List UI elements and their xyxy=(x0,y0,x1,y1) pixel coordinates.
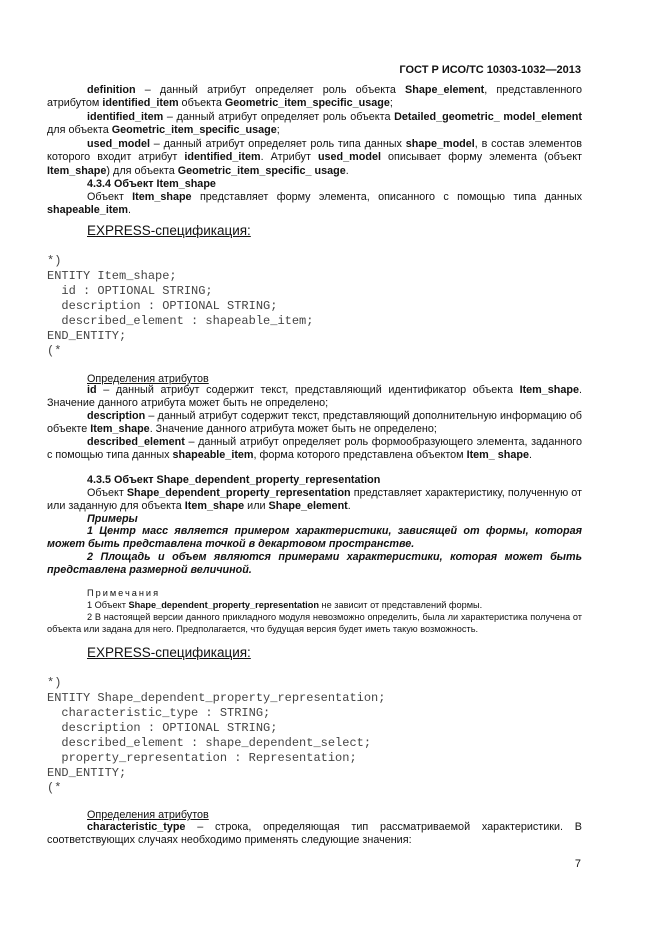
paragraph-shape-dependent: Объект Shape_dependent_property_representation представляет характеристику, полученную от или заданную для объекта Item_shape или Shape_element. xyxy=(47,487,582,513)
note-1: 1 Объект Shape_dependent_property_representation не зависит от представлений формы. xyxy=(87,600,483,610)
section-heading-4-3-4: 4.3.4 Объект Item_shape xyxy=(87,178,216,190)
attribute-described-element: described_element – данный атрибут определяет роль формообразующего элемента, заданного с помощью типа данных shapeable_item, форма которого представлена объектом Item_ shape. xyxy=(47,436,582,462)
express-code-shape-dependent: *) ENTITY Shape_dependent_property_representation; characteristic_type : STRING; description : OPTIONAL STRING; described_element : shape_dependent_select; property_representation : Representation; END_ENTITY; (* xyxy=(47,676,386,795)
attribute-characteristic-type: characteristic_type – строка, определяющая тип рассматриваемой характеристики. В соответствующих случаях необходимо применять следующие значения: xyxy=(47,821,582,847)
express-spec-label: EXPRESS-спецификация: xyxy=(87,223,251,238)
attribute-definitions-label: Определения атрибутов xyxy=(87,373,209,385)
paragraph-item-shape: Объект Item_shape представляет форму элемента, описанного с помощью типа данных shapeable_item. xyxy=(47,191,582,217)
note-2: 2 В настоящей версии данного прикладного модуля невозможно определить, была ли характеристика получена от объекта или задана для него. Предполагается, что будущая версия будет иметь такую возможность. xyxy=(47,612,582,634)
section-heading-4-3-5: 4.3.5 Объект Shape_dependent_property_representation xyxy=(87,474,381,486)
example-1: 1 Центр масс является примером характеристики, зависящей от формы, которая может быть представлена точкой в декартовом пространстве. xyxy=(47,525,582,551)
paragraph-identified-item: identified_item – данный атрибут определяет роль объекта Detailed_geometric_ model_element для объекта Geometric_item_specific_usage; xyxy=(47,111,582,137)
notes-label: Примечания xyxy=(87,588,161,598)
paragraph-used-model: used_model – данный атрибут определяет роль типа данных shape_model, в состав элементов которого входит атрибут identified_item. Атрибут used_model описывает форму элемента (объект Item_shape) для объекта Geometric_item_specific_ usage. xyxy=(47,138,583,177)
examples-label: Примеры xyxy=(87,513,138,525)
page-number: 7 xyxy=(574,858,581,870)
express-code-item-shape: *) ENTITY Item_shape; id : OPTIONAL STRING; description : OPTIONAL STRING; described_element : shapeable_item; END_ENTITY; (* xyxy=(47,254,314,358)
attribute-description: description – данный атрибут содержит текст, представляющий дополнительную информацию об объекте Item_shape. Значение данного атрибута может быть не определено; xyxy=(47,410,582,436)
attribute-definitions-label-2: Определения атрибутов xyxy=(87,809,209,821)
paragraph-definition: definition – данный атрибут определяет роль объекта Shape_element, представленного атрибутом identified_item объекта Geometric_item_specific_usage; xyxy=(47,84,583,110)
example-2: 2 Площадь и объем являются примерами характеристики, которая может быть представлена размерной величиной. xyxy=(47,551,582,577)
attribute-id: id – данный атрибут содержит текст, представляющий идентификатор объекта Item_shape. Значение данного атрибута может быть не определено; xyxy=(47,384,582,410)
express-spec-label-2: EXPRESS-спецификация: xyxy=(87,645,251,660)
document-header: ГОСТ Р ИСО/ТС 10303-1032—2013 xyxy=(399,64,581,76)
